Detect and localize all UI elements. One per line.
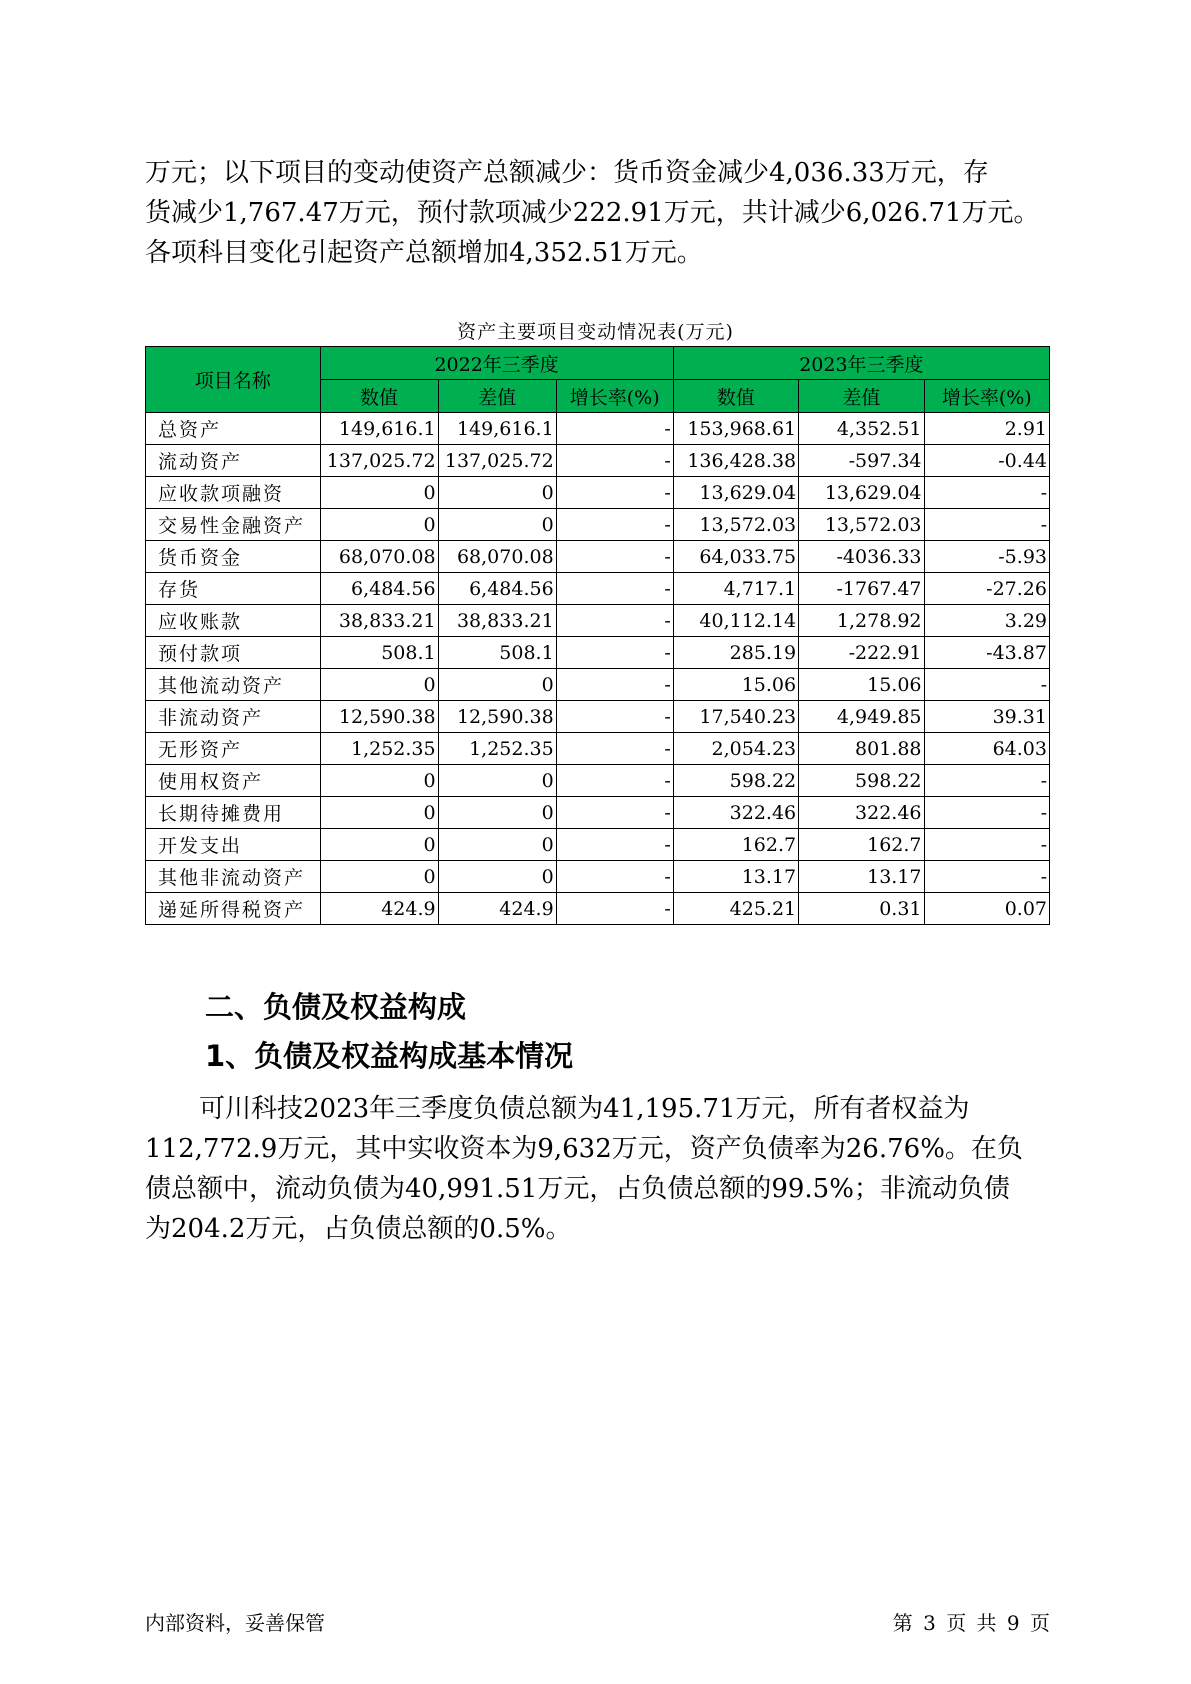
table-row: [146, 573, 1050, 605]
row-cell-v2: 64,033.75: [673, 541, 798, 573]
paragraph-assets-change: [145, 153, 1045, 273]
header-diff-2023: 差值: [799, 380, 924, 413]
header-growth-2023: 增长率(%): [924, 380, 1049, 413]
row-cell-v1: 0: [320, 765, 438, 797]
paragraph-line: 112,772.9万元，其中实收资本为9,632万元，资产负债率为26.76%。在负: [145, 1134, 1023, 1164]
section-heading: 二、负债及权益构成: [205, 990, 467, 1024]
row-item-name: 货币资金: [146, 541, 321, 573]
table-row: [146, 893, 1050, 925]
row-cell-d2: 801.88: [799, 733, 924, 765]
paragraph-line: 货减少1,767.47万元，预付款项减少222.91万元，共计减少6,026.71万元。: [145, 198, 1040, 228]
row-cell-d1: 12,590.38: [438, 701, 556, 733]
row-cell-d2: 13,572.03: [799, 509, 924, 541]
row-cell-v1: 0: [320, 669, 438, 701]
row-cell-d1: 149,616.1: [438, 413, 556, 445]
row-cell-v1: 0: [320, 509, 438, 541]
row-cell-g2: 64.03: [924, 733, 1049, 765]
row-item-name: 其他流动资产: [146, 669, 321, 701]
row-cell-g2: -5.93: [924, 541, 1049, 573]
row-cell-g2: -: [924, 797, 1049, 829]
row-cell-v1: 0: [320, 797, 438, 829]
row-cell-g1: -: [556, 637, 673, 669]
row-cell-d2: 322.46: [799, 797, 924, 829]
row-cell-d1: 6,484.56: [438, 573, 556, 605]
row-cell-d2: -597.34: [799, 445, 924, 477]
paragraph-line: 万元；以下项目的变动使资产总额减少：货币资金减少4,036.33万元，存: [145, 158, 989, 188]
row-cell-d2: 15.06: [799, 669, 924, 701]
row-item-name: 应收账款: [146, 605, 321, 637]
row-cell-g2: -: [924, 509, 1049, 541]
row-cell-d1: 508.1: [438, 637, 556, 669]
row-cell-d1: 0: [438, 829, 556, 861]
row-cell-d1: 424.9: [438, 893, 556, 925]
row-cell-v2: 13,629.04: [673, 477, 798, 509]
row-cell-g1: -: [556, 445, 673, 477]
row-cell-g2: 39.31: [924, 701, 1049, 733]
row-cell-d2: 598.22: [799, 765, 924, 797]
row-item-name: 长期待摊费用: [146, 797, 321, 829]
row-cell-d2: 162.7: [799, 829, 924, 861]
row-cell-g1: -: [556, 893, 673, 925]
table-row: [146, 669, 1050, 701]
subsection-heading: 1、负债及权益构成基本情况: [205, 1039, 574, 1073]
row-cell-d1: 0: [438, 765, 556, 797]
row-cell-d1: 68,070.08: [438, 541, 556, 573]
row-cell-d2: 13.17: [799, 861, 924, 893]
header-period-2022: 2022年三季度: [320, 347, 673, 380]
header-value-2023: 数值: [673, 380, 798, 413]
row-cell-g1: -: [556, 797, 673, 829]
row-cell-g1: -: [556, 509, 673, 541]
row-cell-v1: 1,252.35: [320, 733, 438, 765]
row-item-name: 其他非流动资产: [146, 861, 321, 893]
table-row: [146, 445, 1050, 477]
row-cell-g1: -: [556, 701, 673, 733]
row-cell-g2: -: [924, 669, 1049, 701]
row-cell-g2: -: [924, 477, 1049, 509]
row-cell-d1: 0: [438, 477, 556, 509]
paragraph-line: 可川科技2023年三季度负债总额为41,195.71万元，所有者权益为: [199, 1094, 970, 1124]
row-item-name: 交易性金融资产: [146, 509, 321, 541]
table-row: [146, 637, 1050, 669]
row-cell-v2: 153,968.61: [673, 413, 798, 445]
table-row: [146, 413, 1050, 445]
row-cell-v2: 425.21: [673, 893, 798, 925]
assets-change-table: [145, 346, 1050, 925]
table-caption: 资产主要项目变动情况表(万元): [457, 321, 734, 343]
row-cell-d1: 0: [438, 509, 556, 541]
row-cell-v2: 40,112.14: [673, 605, 798, 637]
paragraph-liabilities: [145, 1089, 1045, 1249]
row-cell-d2: 1,278.92: [799, 605, 924, 637]
paragraph-line: 债总额中，流动负债为40,991.51万元，占负债总额的99.5%；非流动负债: [145, 1174, 1010, 1204]
row-cell-g1: -: [556, 733, 673, 765]
row-cell-v1: 508.1: [320, 637, 438, 669]
row-item-name: 存货: [146, 573, 321, 605]
footer-page-number: 第 3 页 共 9 页: [892, 1611, 1050, 1635]
row-cell-v1: 424.9: [320, 893, 438, 925]
row-cell-v1: 0: [320, 861, 438, 893]
row-cell-v1: 12,590.38: [320, 701, 438, 733]
row-cell-g1: -: [556, 541, 673, 573]
row-item-name: 非流动资产: [146, 701, 321, 733]
row-item-name: 流动资产: [146, 445, 321, 477]
table-row: [146, 605, 1050, 637]
header-period-2023: 2023年三季度: [673, 347, 1049, 380]
row-cell-d1: 1,252.35: [438, 733, 556, 765]
row-cell-g2: -: [924, 861, 1049, 893]
table-row: [146, 733, 1050, 765]
row-item-name: 使用权资产: [146, 765, 321, 797]
row-cell-v2: 322.46: [673, 797, 798, 829]
row-cell-d1: 0: [438, 861, 556, 893]
table-row: [146, 701, 1050, 733]
header-growth-2022: 增长率(%): [556, 380, 673, 413]
row-item-name: 开发支出: [146, 829, 321, 861]
row-cell-v1: 137,025.72: [320, 445, 438, 477]
row-cell-v2: 17,540.23: [673, 701, 798, 733]
row-cell-v2: 15.06: [673, 669, 798, 701]
row-cell-v1: 68,070.08: [320, 541, 438, 573]
row-cell-v2: 13.17: [673, 861, 798, 893]
row-cell-v2: 162.7: [673, 829, 798, 861]
paragraph-line: 为204.2万元，占负债总额的0.5%。: [145, 1214, 572, 1244]
row-cell-v1: 0: [320, 829, 438, 861]
row-cell-g1: -: [556, 605, 673, 637]
row-cell-v2: 13,572.03: [673, 509, 798, 541]
row-cell-v1: 38,833.21: [320, 605, 438, 637]
row-cell-v2: 285.19: [673, 637, 798, 669]
row-cell-d2: -4036.33: [799, 541, 924, 573]
row-cell-g2: -43.87: [924, 637, 1049, 669]
row-cell-d1: 0: [438, 669, 556, 701]
row-cell-g2: -27.26: [924, 573, 1049, 605]
row-cell-d2: 4,352.51: [799, 413, 924, 445]
row-cell-v2: 4,717.1: [673, 573, 798, 605]
table-row: [146, 797, 1050, 829]
row-cell-g2: -: [924, 765, 1049, 797]
footer-confidential-note: 内部资料，妥善保管: [145, 1611, 325, 1635]
row-cell-v2: 136,428.38: [673, 445, 798, 477]
paragraph-line: 各项科目变化引起资产总额增加4,352.51万元。: [145, 238, 703, 268]
table-row: [146, 861, 1050, 893]
table-row: [146, 541, 1050, 573]
row-cell-d2: -222.91: [799, 637, 924, 669]
row-cell-g2: 2.91: [924, 413, 1049, 445]
row-cell-d2: -1767.47: [799, 573, 924, 605]
table-row: [146, 829, 1050, 861]
row-cell-g2: -: [924, 829, 1049, 861]
row-cell-g2: 3.29: [924, 605, 1049, 637]
row-cell-g1: -: [556, 477, 673, 509]
row-cell-g1: -: [556, 669, 673, 701]
row-cell-g1: -: [556, 573, 673, 605]
row-cell-g2: 0.07: [924, 893, 1049, 925]
row-item-name: 递延所得税资产: [146, 893, 321, 925]
row-cell-v1: 6,484.56: [320, 573, 438, 605]
row-item-name: 无形资产: [146, 733, 321, 765]
header-diff-2022: 差值: [438, 380, 556, 413]
row-cell-v1: 0: [320, 477, 438, 509]
row-cell-d2: 0.31: [799, 893, 924, 925]
table-row: [146, 765, 1050, 797]
row-cell-g1: -: [556, 861, 673, 893]
row-cell-v2: 598.22: [673, 765, 798, 797]
row-item-name: 应收款项融资: [146, 477, 321, 509]
row-item-name: 预付款项: [146, 637, 321, 669]
row-cell-v2: 2,054.23: [673, 733, 798, 765]
row-cell-g1: -: [556, 413, 673, 445]
header-value-2022: 数值: [320, 380, 438, 413]
row-cell-d1: 38,833.21: [438, 605, 556, 637]
row-cell-d2: 13,629.04: [799, 477, 924, 509]
row-cell-g2: -0.44: [924, 445, 1049, 477]
header-item-name: 项目名称: [146, 347, 321, 413]
row-cell-d1: 0: [438, 797, 556, 829]
row-cell-v1: 149,616.1: [320, 413, 438, 445]
table-row: [146, 509, 1050, 541]
row-item-name: 总资产: [146, 413, 321, 445]
row-cell-d2: 4,949.85: [799, 701, 924, 733]
row-cell-d1: 137,025.72: [438, 445, 556, 477]
row-cell-g1: -: [556, 765, 673, 797]
table-row: [146, 477, 1050, 509]
row-cell-g1: -: [556, 829, 673, 861]
